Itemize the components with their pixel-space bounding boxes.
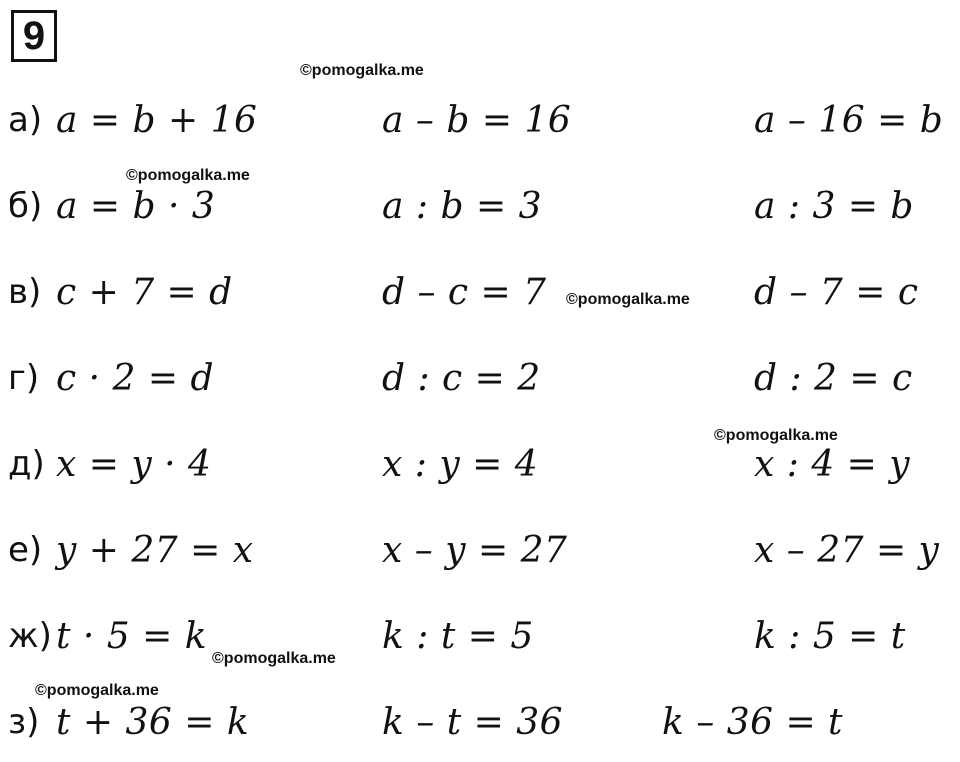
equation-row-g (0, 358, 960, 418)
equation-row-e (0, 530, 960, 590)
equation-1: c · 2 = d (56, 358, 214, 399)
equation-3: a : 3 = b (754, 186, 914, 227)
equation-2: k – t = 36 (382, 702, 564, 743)
equation-3: d – 7 = c (754, 272, 919, 313)
row-letter: з) (8, 702, 40, 742)
equation-row-b (0, 186, 960, 246)
row-letter: д) (8, 444, 45, 484)
equation-2: d : c = 2 (382, 358, 541, 399)
watermark: ©pomogalka.me (212, 650, 336, 667)
row-letter: а) (8, 100, 43, 140)
watermark: ©pomogalka.me (566, 291, 690, 308)
equation-3: x – 27 = y (754, 530, 940, 571)
equation-2: x – y = 27 (382, 530, 568, 571)
equation-1: t + 36 = k (56, 702, 250, 743)
equation-3: k : 5 = t (754, 616, 906, 657)
equation-row-a (0, 100, 960, 160)
equation-1: x = y · 4 (56, 444, 212, 485)
row-letter: е) (8, 530, 43, 570)
equation-1: a = b + 16 (56, 100, 258, 141)
equation-2: k : t = 5 (382, 616, 534, 657)
watermark: ©pomogalka.me (300, 62, 424, 79)
equation-row-zh (0, 616, 960, 676)
equation-row-z (0, 702, 960, 762)
equation-3: d : 2 = c (754, 358, 913, 399)
equation-2: a – b = 16 (382, 100, 572, 141)
equation-1: y + 27 = x (56, 530, 254, 571)
task-number-box (11, 10, 57, 62)
task-number: 9 (22, 13, 46, 58)
equation-3: x : 4 = y (754, 444, 911, 485)
equation-2: x : y = 4 (382, 444, 539, 485)
equation-2: d – c = 7 (382, 272, 547, 313)
equation-2: a : b = 3 (382, 186, 542, 227)
equation-1: c + 7 = d (56, 272, 233, 313)
equation-1: a = b · 3 (56, 186, 216, 227)
equation-3: k – 36 = t (662, 702, 844, 743)
watermark: ©pomogalka.me (714, 427, 838, 444)
equation-3: a – 16 = b (754, 100, 944, 141)
equation-row-d (0, 444, 960, 504)
row-letter: в) (8, 272, 42, 312)
row-letter: ж) (8, 616, 52, 656)
equation-row-v (0, 272, 960, 332)
equation-1: t · 5 = k (56, 616, 208, 657)
row-letter: б) (8, 186, 43, 226)
row-letter: г) (8, 358, 40, 398)
watermark: ©pomogalka.me (35, 682, 159, 699)
watermark: ©pomogalka.me (126, 167, 250, 184)
